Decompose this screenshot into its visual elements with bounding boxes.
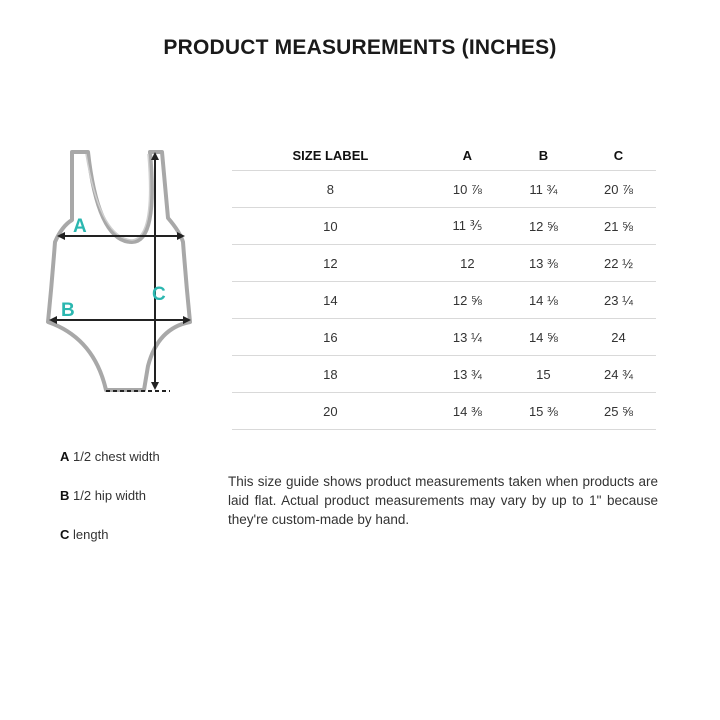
- bodysuit-illustration: [40, 142, 200, 402]
- legend-key: A: [60, 449, 70, 464]
- cell-c: 25 ⅝: [581, 393, 656, 430]
- table-row: [232, 171, 656, 208]
- table-row: [232, 208, 656, 245]
- cell-c: 20 ⅞: [581, 171, 656, 208]
- table-row: [232, 245, 656, 282]
- header-c: C: [613, 147, 624, 163]
- cell-b: 11 ¾: [506, 171, 581, 208]
- table-row: [232, 393, 656, 430]
- cell-size: 10: [232, 208, 429, 245]
- table-row: [232, 282, 656, 319]
- cell-b: 14 ⅛: [506, 282, 581, 319]
- header-a: A: [462, 147, 473, 163]
- cell-a: 13 ¼: [429, 319, 506, 356]
- cell-b: 14 ⅝: [506, 319, 581, 356]
- cell-a: 12: [429, 245, 506, 282]
- legend-text: 1/2 hip width: [73, 488, 147, 503]
- bodysuit-outline: [48, 152, 190, 390]
- bodysuit-diagram: [40, 142, 200, 402]
- cell-c: 23 ¼: [581, 282, 656, 319]
- legend-item-c: [60, 527, 160, 566]
- cell-a: 11 ⅗: [429, 208, 506, 245]
- cell-b: 13 ⅜: [506, 245, 581, 282]
- label-a: A: [73, 216, 87, 237]
- cell-a: 10 ⅞: [429, 171, 506, 208]
- table-row: [232, 319, 656, 356]
- table-header-row: [232, 140, 656, 171]
- cell-c: 22 ½: [581, 245, 656, 282]
- cell-b: 15 ⅜: [506, 393, 581, 430]
- cell-c: 24 ¾: [581, 356, 656, 393]
- cell-b: 12 ⅝: [506, 208, 581, 245]
- cell-size: 18: [232, 356, 429, 393]
- label-c: C: [152, 284, 166, 305]
- cell-c: 24: [581, 319, 656, 356]
- cell-size: 12: [232, 245, 429, 282]
- legend-text: 1/2 chest width: [73, 449, 160, 464]
- legend-key: B: [60, 488, 70, 503]
- cell-size: 14: [232, 282, 429, 319]
- legend-item-a: [60, 449, 160, 488]
- cell-a: 12 ⅝: [429, 282, 506, 319]
- cell-size: 20: [232, 393, 429, 430]
- legend-text: length: [73, 527, 109, 542]
- cell-a: 14 ⅜: [429, 393, 506, 430]
- table-row: [232, 356, 656, 393]
- legend-item-b: [60, 488, 160, 527]
- cell-size: 16: [232, 319, 429, 356]
- size-guide-note: This size guide shows product measurements taken when products are laid flat. Actual product measurements may vary by up to 1" because they're custom-made by hand.: [228, 474, 658, 527]
- header-size-label: SIZE LABEL: [292, 147, 369, 163]
- header-b: B: [538, 147, 549, 163]
- cell-c: 21 ⅝: [581, 208, 656, 245]
- size-table: [232, 140, 656, 430]
- measurement-legend: [60, 449, 160, 566]
- cell-b: 15: [506, 356, 581, 393]
- page-title: PRODUCT MEASUREMENTS (INCHES): [163, 36, 557, 59]
- label-b: B: [61, 300, 75, 321]
- legend-key: C: [60, 527, 70, 542]
- cell-size: 8: [232, 171, 429, 208]
- cell-a: 13 ¾: [429, 356, 506, 393]
- neckline-detail: [86, 154, 150, 240]
